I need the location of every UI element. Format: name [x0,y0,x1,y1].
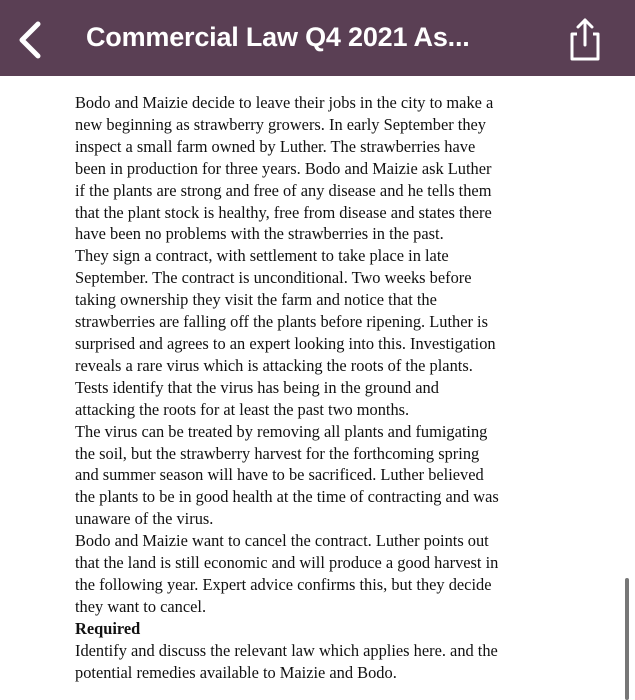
document-line: they want to cancel. [75,596,207,616]
document-line: Bodo and Maizie decide to leave their jobs in the city to make a [75,93,494,112]
document-line: been in production for three years. Bodo and Maizie ask Luther [75,158,492,178]
document-line: They sign a contract, with settlement to take place in late [75,246,449,266]
document-line: taking ownership they visit the farm and notice that the [75,290,437,310]
chevron-left-icon [8,18,52,62]
document-line: the plants to be in good health at the time of contracting and was [75,487,499,507]
document-line: the following year. Expert advice confirms this, but they decide [75,574,492,594]
document-line: attacking the roots for at least the past two months. [75,399,410,419]
document-line: unaware of the virus. [75,509,214,529]
back-button[interactable] [8,18,52,62]
document-line: potential remedies available to Maizie and Bodo. [75,662,397,682]
document-body [75,92,575,683]
document-line: have been no problems with the strawberries in the past. [75,224,444,244]
document-line: surprised and agrees to an expert looking into this. Investigation [75,333,496,353]
top-bar [0,0,635,76]
document-line: Identify and discuss the relevant law which applies here. and the [75,640,498,660]
document-line: strawberries are falling off the plants before ripening. Luther is [75,312,488,332]
document-line: Bodo and Maizie want to cancel the contract. Luther points out [75,531,489,551]
document-line: September. The contract is unconditional. Two weeks before [75,268,472,288]
document-line: and summer season will have to be sacrificed. Luther believed [75,465,484,485]
document-line: that the land is still economic and will produce a good harvest in [75,553,499,573]
document-line: inspect a small farm owned by Luther. The strawberries have [75,136,476,156]
document-title: Commercial Law Q4 2021 As... [86,22,470,52]
share-button[interactable] [560,14,610,64]
document-line: if the plants are strong and free of any disease and he tells them [75,180,492,200]
scrollbar[interactable] [625,578,629,700]
document-line: that the plant stock is healthy, free from disease and states there [75,202,492,222]
document-line: reveals a rare virus which is attacking the roots of the plants. [75,355,473,375]
document-line: Tests identify that the virus has being in the ground and [75,377,439,397]
section-heading: Required [75,618,141,638]
document-line: new beginning as strawberry growers. In early September they [75,114,486,134]
document-line: the soil, but the strawberry harvest for the forthcoming spring [75,443,480,463]
share-icon [560,14,610,64]
document-line: The virus can be treated by removing all plants and fumigating [75,421,488,441]
